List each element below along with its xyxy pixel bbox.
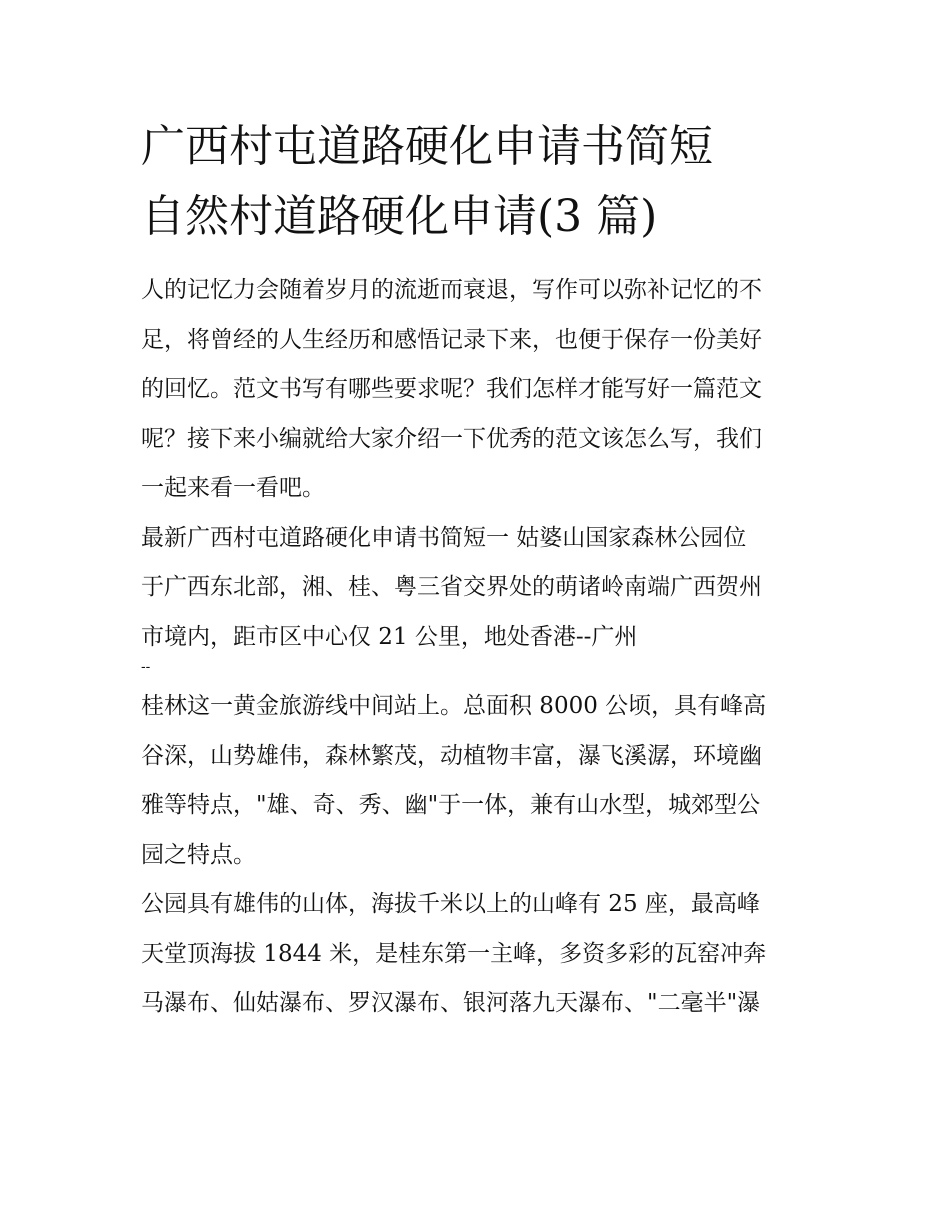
- text-line: 足，将曾经的人生经历和感悟记录下来，也便于保存一份美好: [141, 326, 762, 353]
- text-line: 公园具有雄伟的山体，海拔千米以上的山峰有 25 座，最高峰: [141, 891, 760, 917]
- document-content: [141, 112, 821, 1029]
- text-line: 的回忆。范文书写有哪些要求呢？我们怎样才能写好一篇范文: [141, 376, 762, 402]
- text-line: 呢？接下来小编就给大家介绍一下优秀的范文该怎么写，我们: [141, 425, 762, 452]
- text-line: 人的记忆力会随着岁月的流逝而衰退，写作可以弥补记忆的不: [141, 277, 762, 303]
- paragraph-park-features: [141, 682, 821, 880]
- paragraph-park-location: [141, 514, 821, 663]
- text-line: 天堂顶海拔 1844 米，是桂东第一主峰，多资多彩的瓦窑冲奔: [141, 940, 767, 967]
- dash-separator: --: [141, 658, 151, 674]
- text-line: 市境内，距市区中心仅 21 公里，地处香港--广州: [141, 623, 638, 650]
- document-title: [141, 112, 821, 252]
- title-line-2: 自然村道路硬化申请(3 篇): [141, 191, 658, 242]
- document-body: [141, 266, 821, 1029]
- text-line: 谷深，山势雄伟，森林繁茂，动植物丰富，瀑飞溪潺，环境幽: [141, 742, 762, 769]
- text-line: 桂林这一黄金旅游线中间站上。总面积 8000 公顷，具有峰高: [141, 693, 767, 719]
- text-line: 于广西东北部，湘、桂、粤三省交界处的萌诸岭南端广西贺州: [141, 574, 762, 600]
- paragraph-intro: [141, 266, 821, 514]
- text-line: 雅等特点，"雄、奇、秀、幽"于一体，兼有山水型，城郊型公: [141, 792, 761, 818]
- text-line: 最新广西村屯道路硬化申请书简短一 姑婆山国家森林公园位: [141, 524, 747, 551]
- text-line: 一起来看一看吧。: [141, 475, 325, 501]
- text-line: 马瀑布、仙姑瀑布、罗汉瀑布、银河落九天瀑布、"二毫半"瀑: [141, 990, 761, 1016]
- text-line: 园之特点。: [141, 841, 256, 868]
- title-line-1: 广西村屯道路硬化申请书简短: [141, 121, 713, 172]
- paragraph-park-mountains: [141, 880, 821, 1029]
